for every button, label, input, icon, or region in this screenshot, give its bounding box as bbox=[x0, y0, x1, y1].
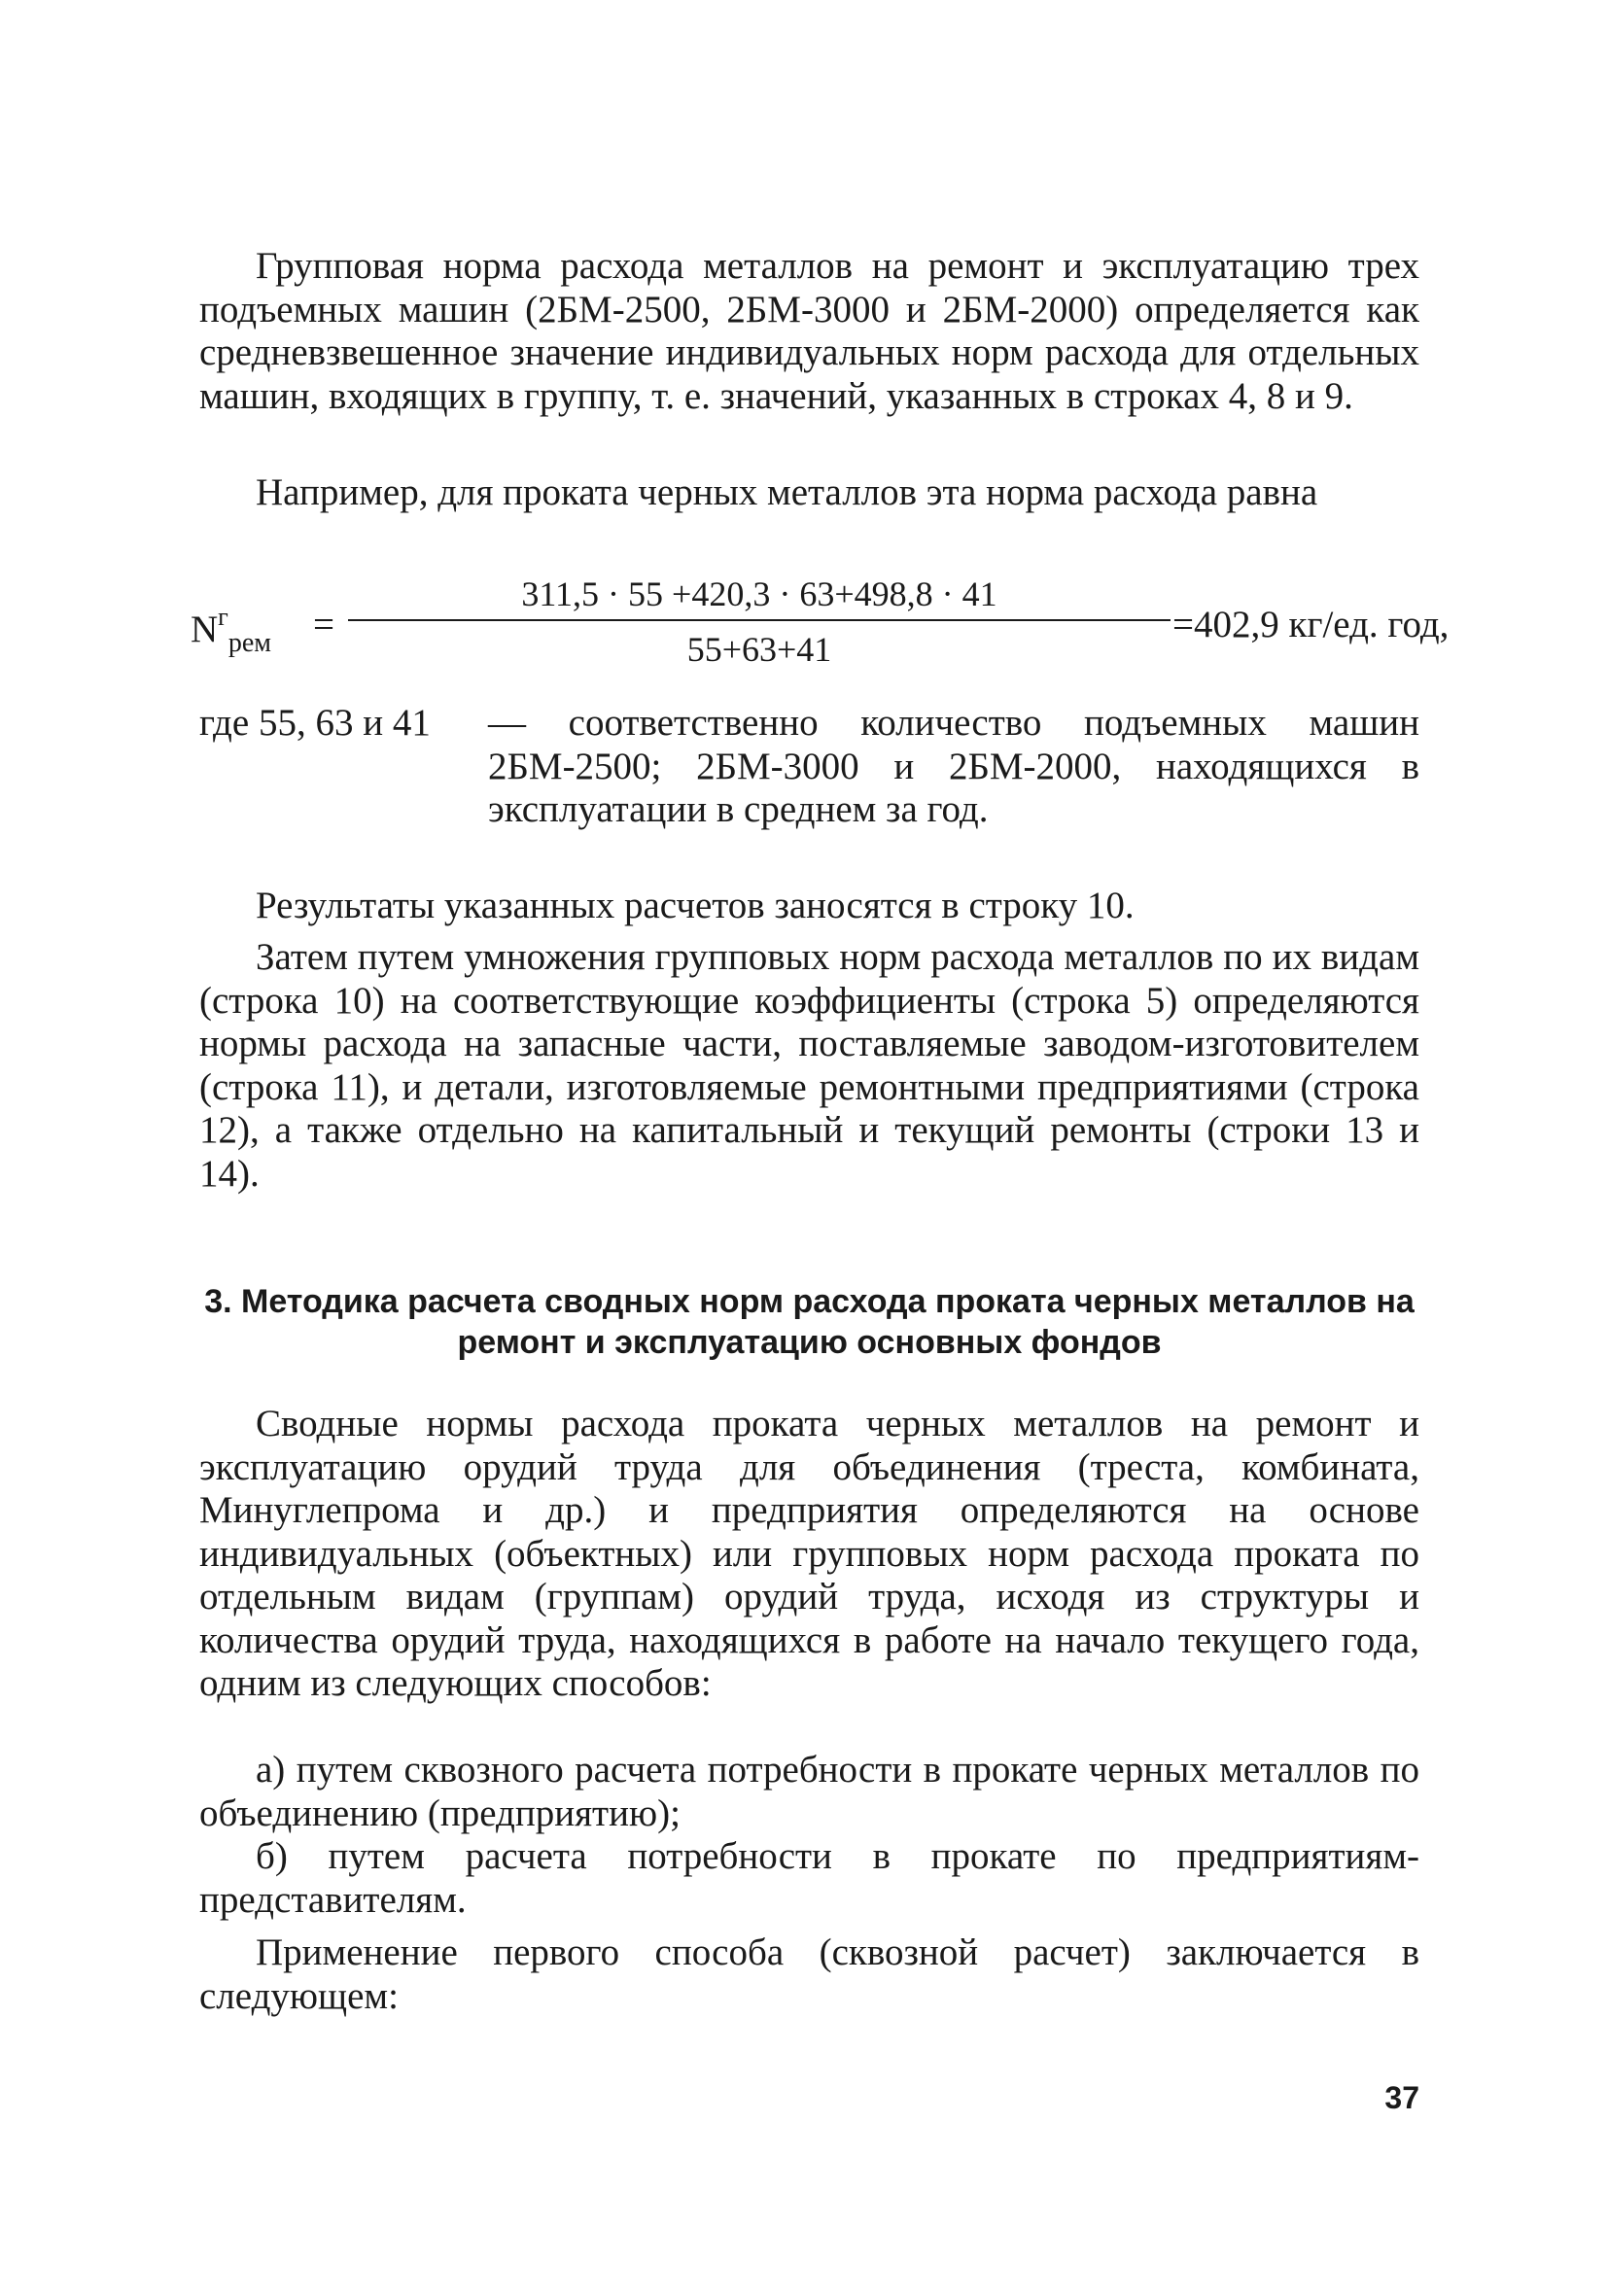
where-label: где 55, 63 и 41 bbox=[199, 702, 431, 744]
where-text: — соответственно количество подъемных машин 2БМ-2500; 2БМ-3000 и 2БМ-2000, находящихся в эксплуатации в среднем за год. bbox=[488, 702, 1419, 830]
paragraph-example: Например, для проката черных металлов эта норма расхода равна bbox=[256, 471, 1318, 513]
formula-symbol: $N^г_{рем}$ bbox=[191, 603, 271, 658]
formula-superscript: г bbox=[218, 603, 228, 631]
page-number: 37 bbox=[1384, 2080, 1419, 2115]
paragraph-multiplication: Затем путем умножения групповых норм расхода металлов по их видам (строка 10) на соответствующие коэффициенты (строка 5) определяются нормы расхода на запасные части, поставляемые заводом-изготовителем (строка 11), и детали, изготовляемые ремонтными предприятиями (строка 12), а также отдельно на капитальный и текущий ремонты (строки 13 и 14). bbox=[199, 936, 1419, 1195]
paragraph-group-norm: Групповая норма расхода металлов на ремонт и эксплуатацию трех подъемных машин (2БМ-2500, 2БМ-3000 и 2БМ-2000) определяется как средневзвешенное значение индивидуальных норм расхода для отдельных машин, входящих в группу, т. е. значений, указанных в строках 4, 8 и 9. bbox=[199, 245, 1419, 417]
formula-denominator: 55+63+41 bbox=[686, 630, 832, 669]
paragraph-first-method: Применение первого способа (сквозной расчет) заключается в следующем: bbox=[199, 1931, 1419, 2017]
paragraph-results: Результаты указанных расчетов заносятся в строку 10. bbox=[256, 885, 1135, 926]
list-item-b: б) путем расчета потребности в прокате по предприятиям-представителям. bbox=[199, 1835, 1419, 1921]
formula-result: =402,9 кг/ед. год, bbox=[1172, 604, 1450, 645]
formula-numerator: 311,5 · 55 +420,3 · 63+498,8 · 41 bbox=[521, 574, 997, 613]
formula-block bbox=[191, 574, 1450, 680]
formula-subscript: рем bbox=[227, 628, 271, 658]
where-clause bbox=[199, 702, 1419, 877]
fraction-bar bbox=[348, 619, 1171, 621]
list-item-a: а) путем сквозного расчета потребности в прокате черных металлов по объединению (предприятию); bbox=[199, 1749, 1419, 1834]
paragraph-summary-norms: Сводные нормы расхода проката черных металлов на ремонт и эксплуатацию орудий труда для объединения (треста, комбината, Минуглепрома и др.) и предприятия определяются на основе индивидуальных (объектных) или групповых норм расхода проката по отдельным видам (группам) орудий труда, исходя из структуры и количества орудий труда, находящихся в работе на начало текущего года, одним из следующих способов: bbox=[199, 1403, 1419, 1704]
section-heading: 3. Методика расчета сводных норм расхода проката черных металлов на ремонт и эксплуатацию основных фондов bbox=[204, 1283, 1415, 1361]
formula-equals: = bbox=[313, 604, 334, 645]
